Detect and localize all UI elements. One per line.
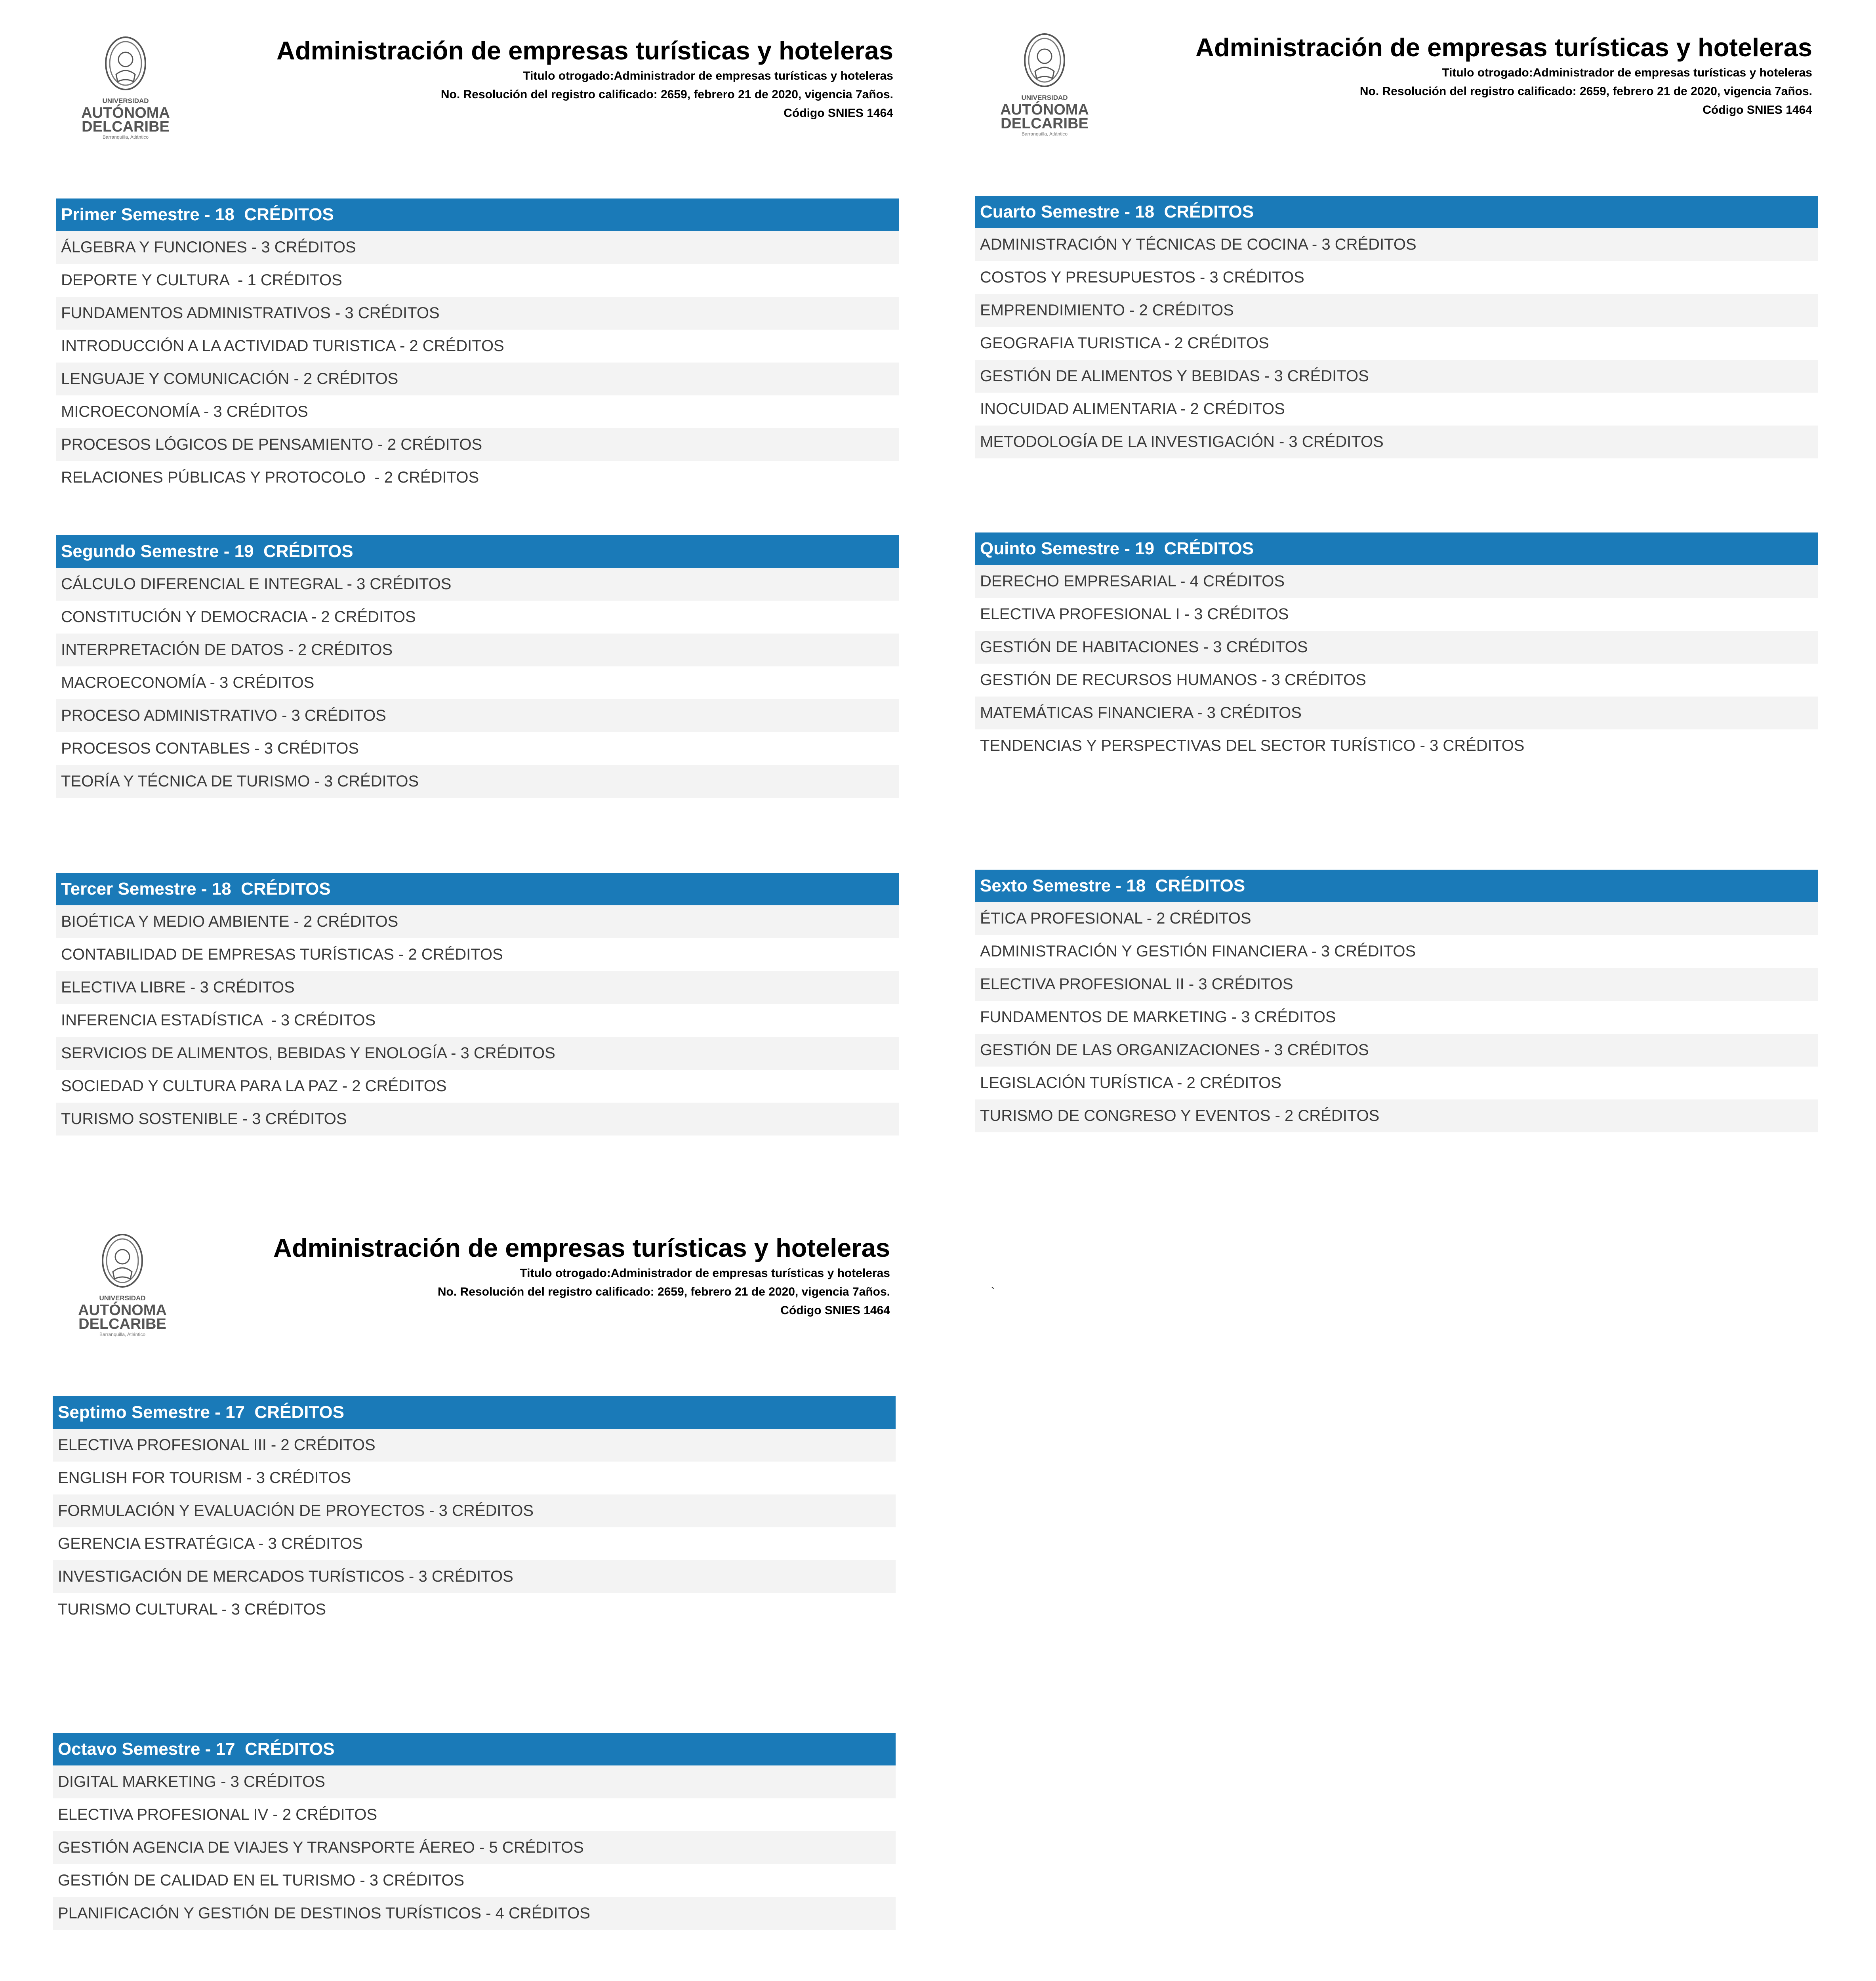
university-logo (75, 1232, 170, 1339)
course-row: GESTIÓN AGENCIA DE VIAJES Y TRANSPORTE ÁEREO - 5 CRÉDITOS (53, 1831, 896, 1864)
program-title: Administración de empresas turísticas y hoteleras (276, 36, 893, 65)
university-logo (997, 32, 1092, 139)
course-row: TURISMO CULTURAL - 3 CRÉDITOS (58, 1601, 326, 1618)
svg-text:Barranquilla, Atlántico: Barranquilla, Atlántico (1021, 131, 1068, 137)
course-row: INTERPRETACIÓN DE DATOS - 2 CRÉDITOS (56, 634, 899, 666)
semester-heading: Octavo Semestre - 17 CRÉDITOS (53, 1733, 896, 1765)
course-row: ELECTIVA PROFESIONAL IV - 2 CRÉDITOS (58, 1806, 377, 1823)
course-row: GESTIÓN DE RECURSOS HUMANOS - 3 CRÉDITOS (980, 671, 1366, 689)
svg-text:Barranquilla, Atlántico: Barranquilla, Atlántico (99, 1332, 146, 1337)
course-row: ELECTIVA PROFESIONAL III - 2 CRÉDITOS (53, 1429, 896, 1462)
semester-heading: Segundo Semestre - 19 CRÉDITOS (56, 535, 899, 568)
course-row: CÁLCULO DIFERENCIAL E INTEGRAL - 3 CRÉDITOS (56, 568, 899, 601)
degree-line: Titulo otrogado:Administrador de empresas turísticas y hoteleras (1442, 66, 1812, 79)
semester-4 (975, 196, 1818, 458)
course-row: DERECHO EMPRESARIAL - 4 CRÉDITOS (975, 565, 1818, 598)
snies-line: Código SNIES 1464 (780, 1304, 890, 1317)
course-row: ÁLGEBRA Y FUNCIONES - 3 CRÉDITOS (56, 231, 899, 264)
course-row: FUNDAMENTOS DE MARKETING - 3 CRÉDITOS (980, 1008, 1336, 1026)
snies-line: Código SNIES 1464 (1703, 103, 1812, 116)
course-row: GEOGRAFIA TURISTICA - 2 CRÉDITOS (980, 334, 1269, 352)
semester-heading: Cuarto Semestre - 18 CRÉDITOS (975, 196, 1818, 228)
course-row: SERVICIOS DE ALIMENTOS, BEBIDAS Y ENOLOGÍA - 3 CRÉDITOS (56, 1037, 899, 1070)
university-logo (78, 35, 173, 142)
course-row: GESTIÓN DE LAS ORGANIZACIONES - 3 CRÉDITOS (975, 1034, 1818, 1067)
page-header-3 (53, 1232, 890, 1343)
course-row: INOCUIDAD ALIMENTARIA - 2 CRÉDITOS (980, 400, 1285, 418)
course-row: ENGLISH FOR TOURISM - 3 CRÉDITOS (58, 1469, 351, 1487)
course-row: MICROECONOMÍA - 3 CRÉDITOS (61, 403, 308, 420)
snies-line: Código SNIES 1464 (784, 107, 893, 120)
resolution-line: No. Resolución del registro calificado: 2659, febrero 21 de 2020, vigencia 7años. (440, 88, 893, 101)
course-row: ELECTIVA PROFESIONAL I - 3 CRÉDITOS (980, 605, 1289, 623)
course-row: GESTIÓN DE ALIMENTOS Y BEBIDAS - 3 CRÉDITOS (975, 360, 1818, 393)
course-row: METODOLOGÍA DE LA INVESTIGACIÓN - 3 CRÉDITOS (975, 426, 1818, 458)
svg-text:UNIVERSIDAD: UNIVERSIDAD (1021, 94, 1068, 101)
course-row: PLANIFICACIÓN Y GESTIÓN DE DESTINOS TURÍSTICOS - 4 CRÉDITOS (53, 1897, 896, 1930)
course-row: GESTIÓN DE CALIDAD EN EL TURISMO - 3 CRÉDITOS (58, 1872, 465, 1889)
semester-heading: Quinto Semestre - 19 CRÉDITOS (975, 532, 1818, 565)
course-row: TEORÍA Y TÉCNICA DE TURISMO - 3 CRÉDITOS (56, 765, 899, 798)
page-header-1 (57, 35, 893, 146)
course-row: MACROECONOMÍA - 3 CRÉDITOS (61, 674, 315, 691)
svg-text:DELCARIBE: DELCARIBE (1001, 115, 1089, 132)
program-title: Administración de empresas turísticas y hoteleras (273, 1233, 890, 1262)
svg-text:DELCARIBE: DELCARIBE (82, 118, 170, 135)
header-text (276, 35, 893, 122)
svg-text:DELCARIBE: DELCARIBE (78, 1316, 166, 1332)
svg-text:AUTÓNOMA: AUTÓNOMA (1000, 101, 1089, 118)
course-row: TURISMO SOSTENIBLE - 3 CRÉDITOS (56, 1103, 899, 1136)
course-row: LENGUAJE Y COMUNICACIÓN - 2 CRÉDITOS (56, 363, 899, 395)
semester-heading: Septimo Semestre - 17 CRÉDITOS (53, 1396, 896, 1429)
course-row: RELACIONES PÚBLICAS Y PROTOCOLO - 2 CRÉDITOS (61, 469, 479, 486)
course-row: INFERENCIA ESTADÍSTICA - 3 CRÉDITOS (61, 1011, 376, 1029)
course-row: TENDENCIAS Y PERSPECTIVAS DEL SECTOR TURÍSTICO - 3 CRÉDITOS (980, 737, 1525, 754)
course-row: SOCIEDAD Y CULTURA PARA LA PAZ - 2 CRÉDITOS (61, 1077, 447, 1095)
course-row: DIGITAL MARKETING - 3 CRÉDITOS (53, 1765, 896, 1798)
course-row: COSTOS Y PRESUPUESTOS - 3 CRÉDITOS (980, 269, 1304, 286)
university-crest-icon (997, 32, 1092, 139)
course-row: GERENCIA ESTRATÉGICA - 3 CRÉDITOS (58, 1535, 363, 1552)
course-row: FORMULACIÓN Y EVALUACIÓN DE PROYECTOS - 3 CRÉDITOS (53, 1494, 896, 1527)
svg-text:AUTÓNOMA: AUTÓNOMA (81, 105, 170, 121)
semester-7 (53, 1396, 896, 1626)
stray-mark: ` (991, 1286, 995, 1299)
semester-3 (56, 873, 899, 1136)
course-row: INTRODUCCIÓN A LA ACTIVIDAD TURISTICA - 2 CRÉDITOS (61, 337, 504, 355)
course-row: PROCESO ADMINISTRATIVO - 3 CRÉDITOS (56, 699, 899, 732)
svg-text:UNIVERSIDAD: UNIVERSIDAD (99, 1294, 146, 1302)
course-row: ADMINISTRACIÓN Y GESTIÓN FINANCIERA - 3 CRÉDITOS (980, 943, 1416, 960)
degree-line: Titulo otrogado:Administrador de empresas turísticas y hoteleras (520, 1267, 890, 1280)
page-header-2 (976, 32, 1812, 143)
course-row: DEPORTE Y CULTURA - 1 CRÉDITOS (61, 271, 342, 289)
svg-text:AUTÓNOMA: AUTÓNOMA (78, 1302, 167, 1319)
degree-line: Titulo otrogado:Administrador de empresas turísticas y hoteleras (523, 69, 893, 82)
semester-5 (975, 532, 1818, 762)
course-row: ADMINISTRACIÓN Y TÉCNICAS DE COCINA - 3 CRÉDITOS (975, 228, 1818, 261)
program-title: Administración de empresas turísticas y hoteleras (1195, 33, 1812, 62)
course-row: TURISMO DE CONGRESO Y EVENTOS - 2 CRÉDITOS (975, 1099, 1818, 1132)
course-row: EMPRENDIMIENTO - 2 CRÉDITOS (975, 294, 1818, 327)
course-row: CONTABILIDAD DE EMPRESAS TURÍSTICAS - 2 CRÉDITOS (61, 946, 503, 963)
course-row: LEGISLACIÓN TURÍSTICA - 2 CRÉDITOS (980, 1074, 1281, 1092)
university-crest-icon (75, 1232, 170, 1339)
semester-2 (56, 535, 899, 798)
semester-heading: Primer Semestre - 18 CRÉDITOS (56, 198, 899, 231)
semester-heading: Sexto Semestre - 18 CRÉDITOS (975, 870, 1818, 902)
course-row: INVESTIGACIÓN DE MERCADOS TURÍSTICOS - 3 CRÉDITOS (53, 1560, 896, 1593)
semester-6 (975, 870, 1818, 1132)
resolution-line: No. Resolución del registro calificado: 2659, febrero 21 de 2020, vigencia 7años. (1359, 85, 1812, 98)
resolution-line: No. Resolución del registro calificado: 2659, febrero 21 de 2020, vigencia 7años. (437, 1285, 890, 1298)
svg-text:UNIVERSIDAD: UNIVERSIDAD (102, 97, 149, 105)
header-text (1195, 32, 1812, 119)
semester-1 (56, 198, 899, 494)
course-row: CONSTITUCIÓN Y DEMOCRACIA - 2 CRÉDITOS (61, 608, 416, 626)
header-text (273, 1232, 890, 1320)
course-row: ELECTIVA LIBRE - 3 CRÉDITOS (56, 971, 899, 1004)
course-row: ÉTICA PROFESIONAL - 2 CRÉDITOS (975, 902, 1818, 935)
course-row: MATEMÁTICAS FINANCIERA - 3 CRÉDITOS (975, 697, 1818, 729)
course-row: FUNDAMENTOS ADMINISTRATIVOS - 3 CRÉDITOS (56, 297, 899, 330)
course-row: GESTIÓN DE HABITACIONES - 3 CRÉDITOS (975, 631, 1818, 664)
semester-8 (53, 1733, 896, 1930)
course-row: PROCESOS LÓGICOS DE PENSAMIENTO - 2 CRÉDITOS (56, 428, 899, 461)
course-row: ELECTIVA PROFESIONAL II - 3 CRÉDITOS (975, 968, 1818, 1001)
course-row: BIOÉTICA Y MEDIO AMBIENTE - 2 CRÉDITOS (56, 905, 899, 938)
semester-heading: Tercer Semestre - 18 CRÉDITOS (56, 873, 899, 905)
university-crest-icon (78, 35, 173, 142)
course-row: PROCESOS CONTABLES - 3 CRÉDITOS (61, 740, 359, 757)
svg-text:Barranquilla, Atlántico: Barranquilla, Atlántico (102, 134, 149, 140)
